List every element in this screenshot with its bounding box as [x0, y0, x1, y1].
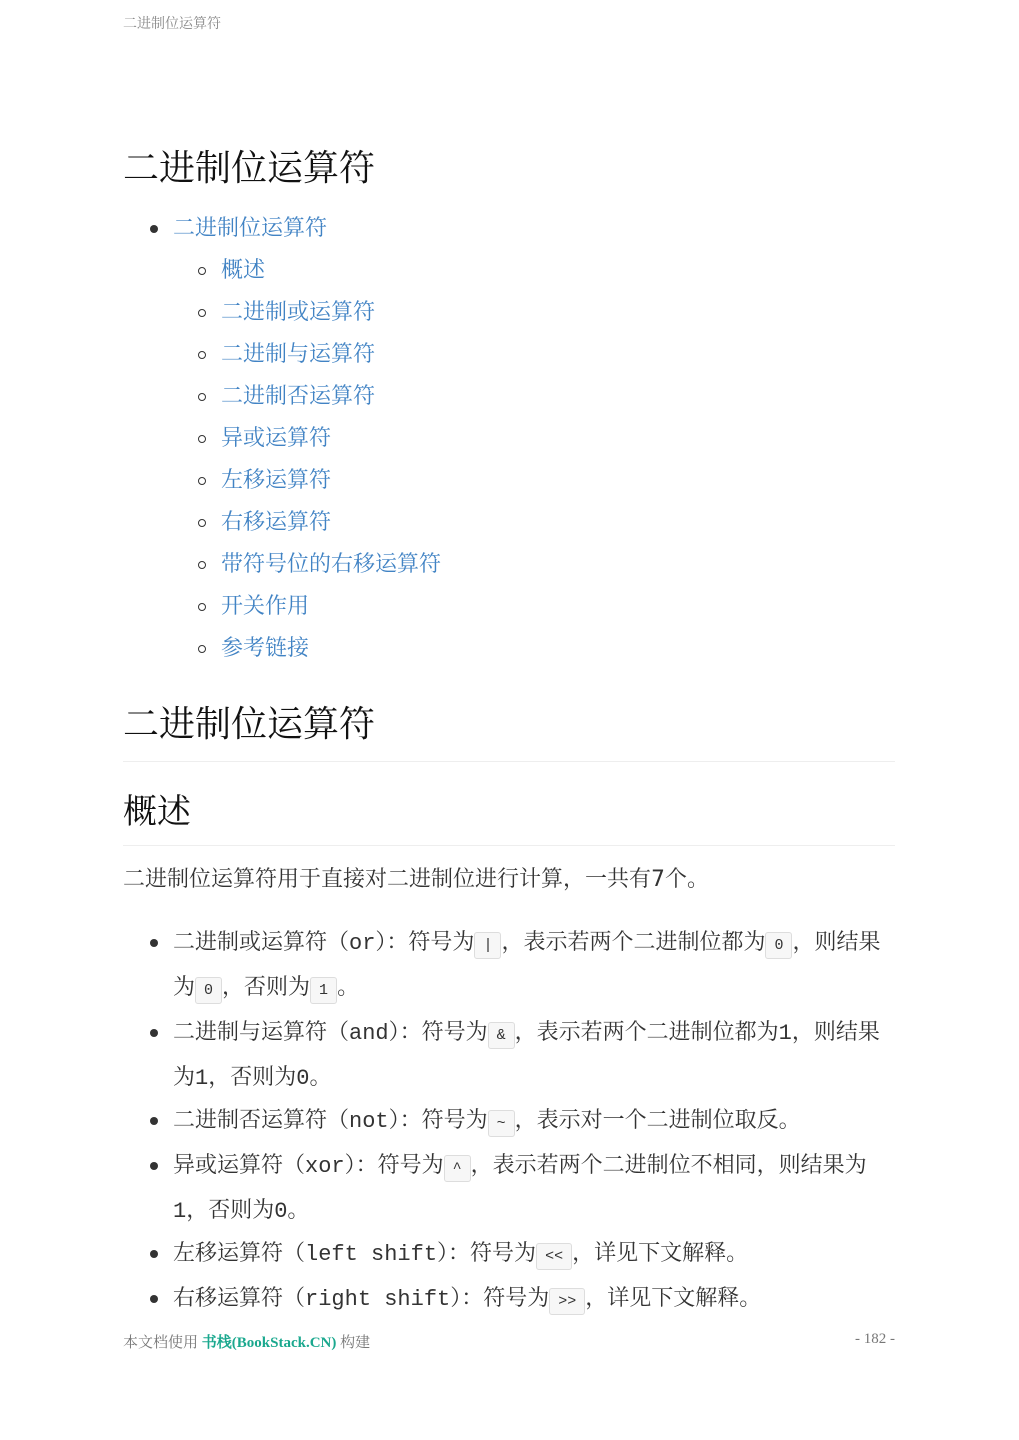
- text: 。: [337, 975, 360, 1000]
- inline-code: >>: [549, 1288, 585, 1315]
- footer-text: 构建: [336, 1335, 371, 1351]
- text: ）：符号为: [450, 1286, 550, 1311]
- footer-credit: [123, 1331, 370, 1352]
- subsection-heading: 概述: [123, 784, 895, 846]
- toc-link-overview[interactable]: 概述: [221, 258, 266, 283]
- text: ）：符号为: [388, 1108, 488, 1133]
- toc-subitem: [173, 460, 441, 502]
- toc-subitem: [173, 376, 441, 418]
- text: 二进制与运算符（: [173, 1020, 350, 1045]
- text: 。: [309, 1065, 332, 1090]
- text: ）：符号为: [344, 1153, 444, 1178]
- keyword: right shift: [305, 1287, 451, 1312]
- value: 1: [195, 1066, 209, 1091]
- inline-code: 1: [310, 977, 337, 1004]
- text: ，详见下文解释。: [572, 1241, 749, 1266]
- text: ，表示若两个二进制位都为: [514, 1020, 779, 1045]
- inline-code: ~: [488, 1110, 515, 1137]
- toc-link-top[interactable]: 二进制位运算符: [173, 216, 328, 241]
- list-item: [123, 1100, 895, 1145]
- toc-link-left-shift[interactable]: 左移运算符: [221, 468, 332, 493]
- operator-list: [123, 922, 895, 1323]
- text: 异或运算符（: [173, 1153, 306, 1178]
- text: ，否则为: [222, 975, 311, 1000]
- text: ，表示若两个二进制位不相同，则结果为: [470, 1153, 867, 1178]
- toc-link-or[interactable]: 二进制或运算符: [221, 300, 376, 325]
- text: ，否则为: [208, 1065, 297, 1090]
- page-title: 二进制位运算符: [123, 148, 376, 189]
- text: ，则结果为: [173, 1020, 880, 1090]
- list-item: [123, 922, 895, 1012]
- inline-code: <<: [536, 1243, 572, 1270]
- keyword: left shift: [305, 1242, 438, 1267]
- keyword: or: [349, 931, 376, 956]
- list-item: [123, 1278, 895, 1323]
- toc-item: [123, 208, 441, 670]
- inline-code: &: [488, 1022, 515, 1049]
- toc-subitem: [173, 628, 441, 670]
- text: 二进制或运算符（: [173, 930, 350, 955]
- keyword: and: [349, 1021, 389, 1046]
- text: 二进制否运算符（: [173, 1108, 350, 1133]
- inline-code: 0: [765, 932, 792, 959]
- list-item: [123, 1233, 895, 1278]
- section-heading: 二进制位运算符: [123, 696, 895, 762]
- list-item: [123, 1012, 895, 1100]
- inline-code: |: [474, 932, 501, 959]
- text: ，否则为: [186, 1198, 275, 1223]
- footer-text: 本文档使用: [123, 1335, 202, 1351]
- inline-code: 0: [195, 977, 222, 1004]
- toc-subitem: [173, 418, 441, 460]
- page-number: - 182 -: [855, 1331, 895, 1347]
- text: 。: [287, 1198, 310, 1223]
- text: ，表示若两个二进制位都为: [501, 930, 766, 955]
- text: ，表示对一个二进制位取反。: [514, 1108, 801, 1133]
- toc-subitem: [173, 502, 441, 544]
- toc-link-switch[interactable]: 开关作用: [221, 594, 310, 619]
- keyword: xor: [305, 1154, 345, 1179]
- text: ，详见下文解释。: [585, 1286, 762, 1311]
- value: 1: [173, 1199, 187, 1224]
- toc-subitem: [173, 544, 441, 586]
- toc-subitem: [173, 586, 441, 628]
- intro-paragraph: 二进制位运算符用于直接对二进制位进行计算，一共有7个。: [123, 867, 709, 892]
- toc-link-and[interactable]: 二进制与运算符: [221, 342, 376, 367]
- value: 0: [296, 1066, 310, 1091]
- toc-link-references[interactable]: 参考链接: [221, 636, 310, 661]
- list-item: [123, 1145, 895, 1233]
- text: 右移运算符（: [173, 1286, 306, 1311]
- text: ）：符号为: [388, 1020, 488, 1045]
- keyword: not: [349, 1109, 389, 1134]
- toc-link-right-shift[interactable]: 右移运算符: [221, 510, 332, 535]
- text: 左移运算符（: [173, 1241, 306, 1266]
- table-of-contents: [123, 208, 441, 670]
- toc-subitem: [173, 250, 441, 292]
- inline-code: ^: [444, 1155, 471, 1182]
- text: ）：符号为: [375, 930, 475, 955]
- running-header: 二进制位运算符: [123, 16, 221, 32]
- toc-subitem: [173, 292, 441, 334]
- value: 0: [274, 1199, 288, 1224]
- toc-link-signed-right-shift[interactable]: 带符号位的右移运算符: [221, 552, 442, 577]
- value: 1: [778, 1021, 792, 1046]
- toc-link-xor[interactable]: 异或运算符: [221, 426, 332, 451]
- toc-subitem: [173, 334, 441, 376]
- text: ，则结果为: [173, 930, 881, 1000]
- toc-link-not[interactable]: 二进制否运算符: [221, 384, 376, 409]
- text: ）：符号为: [437, 1241, 537, 1266]
- footer-brand-link[interactable]: 书栈(BookStack.CN): [201, 1335, 337, 1351]
